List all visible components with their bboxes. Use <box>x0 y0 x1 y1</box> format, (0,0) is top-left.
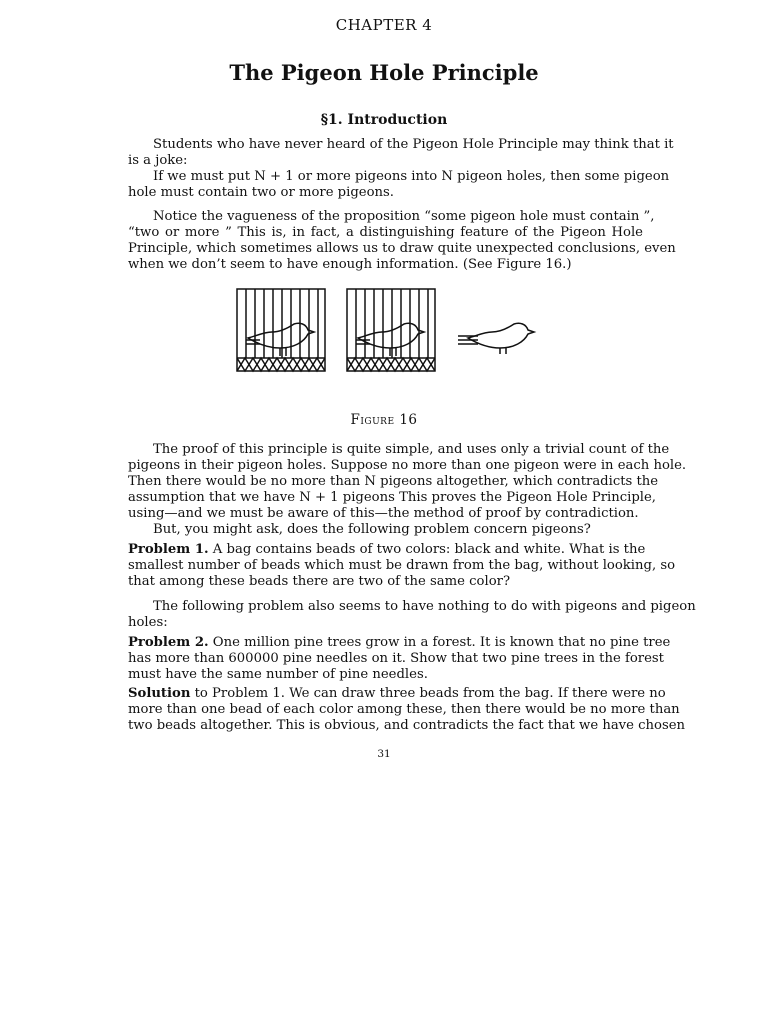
text-line: One million pine trees grow in a forest. It is known that no pine tree <box>212 635 671 650</box>
text-line: must have the same number of pine needles. <box>128 667 428 682</box>
text-line: has more than 600000 pine needles on it. Show that two pine trees in the forest <box>128 651 664 666</box>
pigeon-icon <box>356 323 424 356</box>
text-line: hole must contain two or more pigeons. <box>128 185 394 200</box>
text-line: The following problem also seems to have nothing to do with pigeons and pigeon <box>153 599 696 614</box>
chapter-title: The Pigeon Hole Principle <box>229 60 539 85</box>
text-line: to Problem 1. We can draw three beads from the bag. If there were no <box>194 686 666 701</box>
text-line: Notice the vagueness of the proposition “some pigeon hole must contain ”, <box>153 209 655 224</box>
pigeon-icon <box>458 323 534 354</box>
text-line: If we must put N + 1 or more pigeons into N pigeon holes, then some pigeon <box>153 169 670 184</box>
text-line: that among these beads there are two of the same color? <box>128 574 511 589</box>
pigeon-icon <box>246 323 314 356</box>
solution-line <box>128 686 666 702</box>
text-line: A bag contains beads of two colors: black and white. What is the <box>212 542 646 557</box>
text-line: Principle, which sometimes allows us to draw quite unexpected conclusions, even <box>128 241 676 256</box>
problem-1-label: Problem 1. <box>128 542 209 557</box>
text-line: The proof of this principle is quite simple, and uses only a trivial count of the <box>153 442 670 457</box>
chapter-heading: CHAPTER 4 <box>335 16 433 34</box>
text-line: when we don’t seem to have enough information. (See Figure 16.) <box>128 257 572 272</box>
text-line: Then there would be no more than N pigeons altogether, which contradicts the <box>128 474 659 489</box>
text-line: But, you might ask, does the following problem concern pigeons? <box>153 522 591 537</box>
text-line: smallest number of beads which must be drawn from the bag, without looking, so <box>128 558 676 573</box>
text-line: Students who have never heard of the Pigeon Hole Principle may think that it <box>153 137 674 152</box>
problem-2-line <box>128 635 670 651</box>
problem-1-line <box>128 542 645 558</box>
section-heading: §1. Introduction <box>320 112 448 128</box>
text-line: “two or more ” This is, in fact, a distinguishing feature of the Pigeon Hole <box>128 225 643 240</box>
figure-16-illustration <box>232 286 542 376</box>
problem-2-label: Problem 2. <box>128 635 209 650</box>
text-line: pigeons in their pigeon holes. Suppose no more than one pigeon were in each hole. <box>128 458 687 473</box>
page-number: 31 <box>377 748 391 760</box>
text-line: two beads altogether. This is obvious, and contradicts the fact that we have chosen <box>128 718 686 733</box>
text-line: more than one bead of each color among these, then there would be no more than <box>128 702 680 717</box>
figure-caption: Figure 16 <box>350 412 418 428</box>
text-line: using—and we must be aware of this—the method of proof by contradiction. <box>128 506 639 521</box>
text-line: is a joke: <box>128 153 188 168</box>
text-line: assumption that we have N + 1 pigeons This proves the Pigeon Hole Principle, <box>128 490 656 505</box>
text-line: holes: <box>128 615 168 630</box>
solution-label: Solution <box>128 686 191 701</box>
